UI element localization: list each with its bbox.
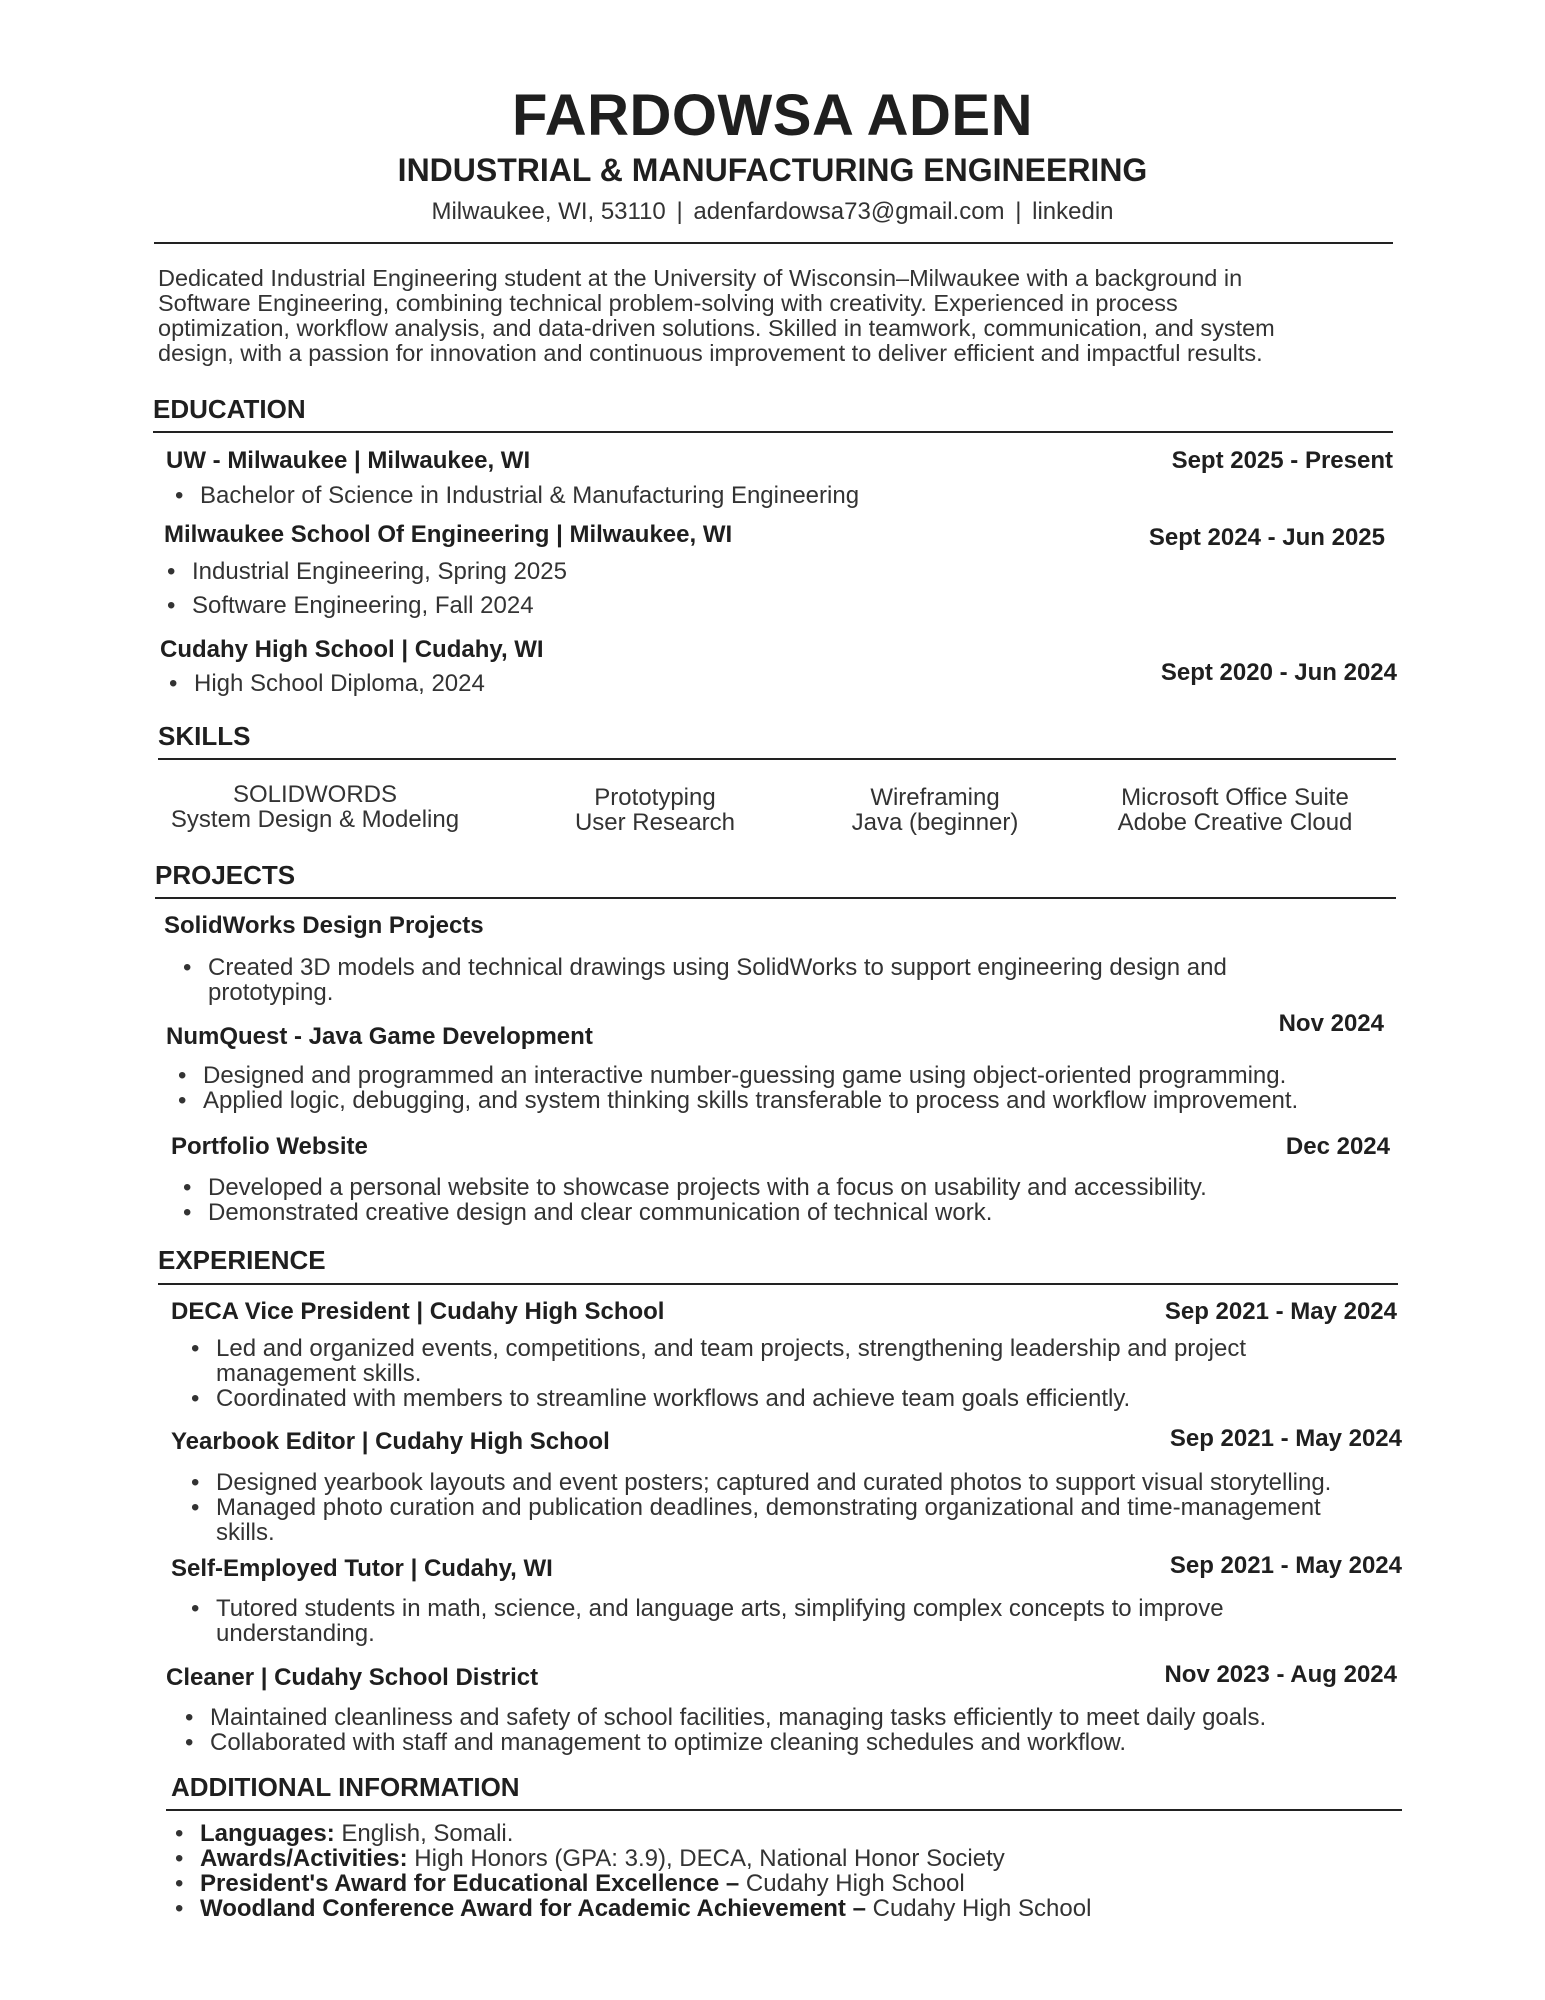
education-dates: Sept 2020 - Jun 2024 [1160,659,1397,686]
section-heading-experience: EXPERIENCE [158,1245,326,1275]
list-item: • Maintained cleanliness and safety of school facilities, managing tasks efficiently to meet daily goals. [210,1705,1266,1730]
skill-item: Prototyping [594,784,716,811]
list-item: • Designed and programmed an interactive number-guessing game using object-oriented programming. [203,1063,1286,1088]
skill-item: Wireframing [870,784,1000,811]
education-school: Milwaukee School Of Engineering | Milwaukee, WI [164,521,733,548]
list-item: • Tutored students in math, science, and language arts, simplifying complex concepts to improve [216,1596,1224,1621]
section-heading-education: EDUCATION [153,394,306,424]
list-item: • High School Diploma, 2024 [194,671,485,696]
list-item: • Demonstrated creative design and clear communication of technical work. [208,1200,992,1225]
list-item [200,1896,1091,1921]
experience-role: Self-Employed Tutor | Cudahy, WI [171,1555,553,1582]
info-label: President's Award for Educational Excellence – [200,1870,740,1897]
skills-column [160,782,470,832]
list-item: • Led and organized events, competitions, and team projects, strengthening leadership and project [216,1336,1246,1361]
list-item-continuation: understanding. [216,1620,375,1647]
project-date: Nov 2024 [1278,1010,1384,1037]
skill-item: User Research [574,809,736,836]
summary-line: design, with a passion for innovation and continuous improvement to deliver efficient and impactful results. [158,340,1263,366]
contact-location: Milwaukee, WI, 53110 [431,198,666,225]
list-item: • Industrial Engineering, Spring 2025 [192,559,567,584]
experience-role: DECA Vice President | Cudahy High School [171,1298,665,1325]
summary-line: optimization, workflow analysis, and data-driven solutions. Skilled in teamwork, communication, and system [158,315,1275,341]
experience-role: Cleaner | Cudahy School District [166,1664,539,1691]
list-item [200,1871,965,1896]
project-title: NumQuest - Java Game Development [166,1023,593,1050]
list-item: • Collaborated with staff and management to optimize cleaning schedules and workflow. [210,1730,1126,1755]
list-item: • Developed a personal website to showcase projects with a focus on usability and accessibility. [208,1175,1207,1200]
candidate-name: FARDOWSA ADEN [512,83,1033,148]
info-value: Cudahy High School [865,1895,1092,1922]
info-value: Cudahy High School [739,1870,965,1897]
list-item: • Bachelor of Science in Industrial & Manufacturing Engineering [200,483,859,508]
education-dates: Sept 2024 - Jun 2025 [1148,524,1385,551]
section-divider [166,1809,1402,1811]
list-item: • Applied logic, debugging, and system thinking skills transferable to process and workflow improvement. [203,1088,1298,1113]
candidate-title: INDUSTRIAL & MANUFACTURING ENGINEERING [397,152,1148,188]
section-divider [158,758,1396,760]
skills-column [820,785,1050,835]
contact-linkedin-link[interactable]: linkedin [1032,198,1114,225]
list-item-continuation: skills. [216,1519,275,1546]
list-item: • Managed photo curation and publication deadlines, demonstrating organizational and time-management [216,1495,1321,1520]
experience-role: Yearbook Editor | Cudahy High School [171,1428,610,1455]
list-item-continuation: prototyping. [208,979,334,1006]
project-date: Dec 2024 [1285,1133,1390,1160]
list-item: • Designed yearbook layouts and event posters; captured and curated photos to support visual storytelling. [216,1470,1331,1495]
skills-column [530,785,780,835]
experience-dates: Sep 2021 - May 2024 [1169,1552,1402,1579]
list-item: • Coordinated with members to streamline workflows and achieve team goals efficiently. [216,1386,1130,1411]
section-heading-skills: SKILLS [158,721,251,751]
contact-line [0,198,1545,226]
section-divider [153,431,1393,433]
list-item: • Software Engineering, Fall 2024 [192,593,534,618]
skill-item: SOLIDWORDS [232,781,397,808]
skill-item: Java (beginner) [851,809,1019,836]
list-item [200,1846,1005,1871]
experience-dates: Nov 2023 - Aug 2024 [1164,1661,1397,1688]
experience-dates: Sep 2021 - May 2024 [1164,1298,1397,1325]
section-heading-projects: PROJECTS [155,860,296,890]
info-label: Languages: [200,1820,335,1847]
skill-item: System Design & Modeling [170,806,460,833]
list-item [200,1821,513,1846]
info-label: Awards/Activities: [200,1845,408,1872]
education-school: Cudahy High School | Cudahy, WI [160,636,544,663]
skill-item: Adobe Creative Cloud [1117,809,1353,836]
list-item-continuation: management skills. [216,1360,422,1387]
section-divider [155,897,1396,899]
header-divider [154,242,1393,244]
info-value: English, Somali. [334,1820,514,1847]
contact-separator: | [669,198,690,225]
summary-line: Dedicated Industrial Engineering student at the University of Wisconsin–Milwaukee with a background in [158,265,1243,291]
section-heading-additional-information: ADDITIONAL INFORMATION [171,1772,520,1802]
summary [158,266,1380,366]
summary-line: Software Engineering, combining technical problem-solving with creativity. Experienced in process [158,290,1178,316]
skill-item: Microsoft Office Suite [1121,784,1349,811]
project-title: SolidWorks Design Projects [164,912,484,939]
list-item: • Created 3D models and technical drawings using SolidWorks to support engineering design and [208,955,1227,980]
info-label: Woodland Conference Award for Academic Achievement – [200,1895,866,1922]
section-divider [158,1283,1398,1285]
experience-dates: Sep 2021 - May 2024 [1169,1425,1402,1452]
info-value: High Honors (GPA: 3.9), DECA, National Honor Society [407,1845,1005,1872]
contact-separator: | [1008,198,1029,225]
skills-column [1085,785,1385,835]
project-title: Portfolio Website [171,1133,368,1160]
contact-email[interactable]: adenfardowsa73@gmail.com [693,198,1005,225]
education-dates: Sept 2025 - Present [1171,447,1393,474]
education-school: UW - Milwaukee | Milwaukee, WI [166,447,531,474]
